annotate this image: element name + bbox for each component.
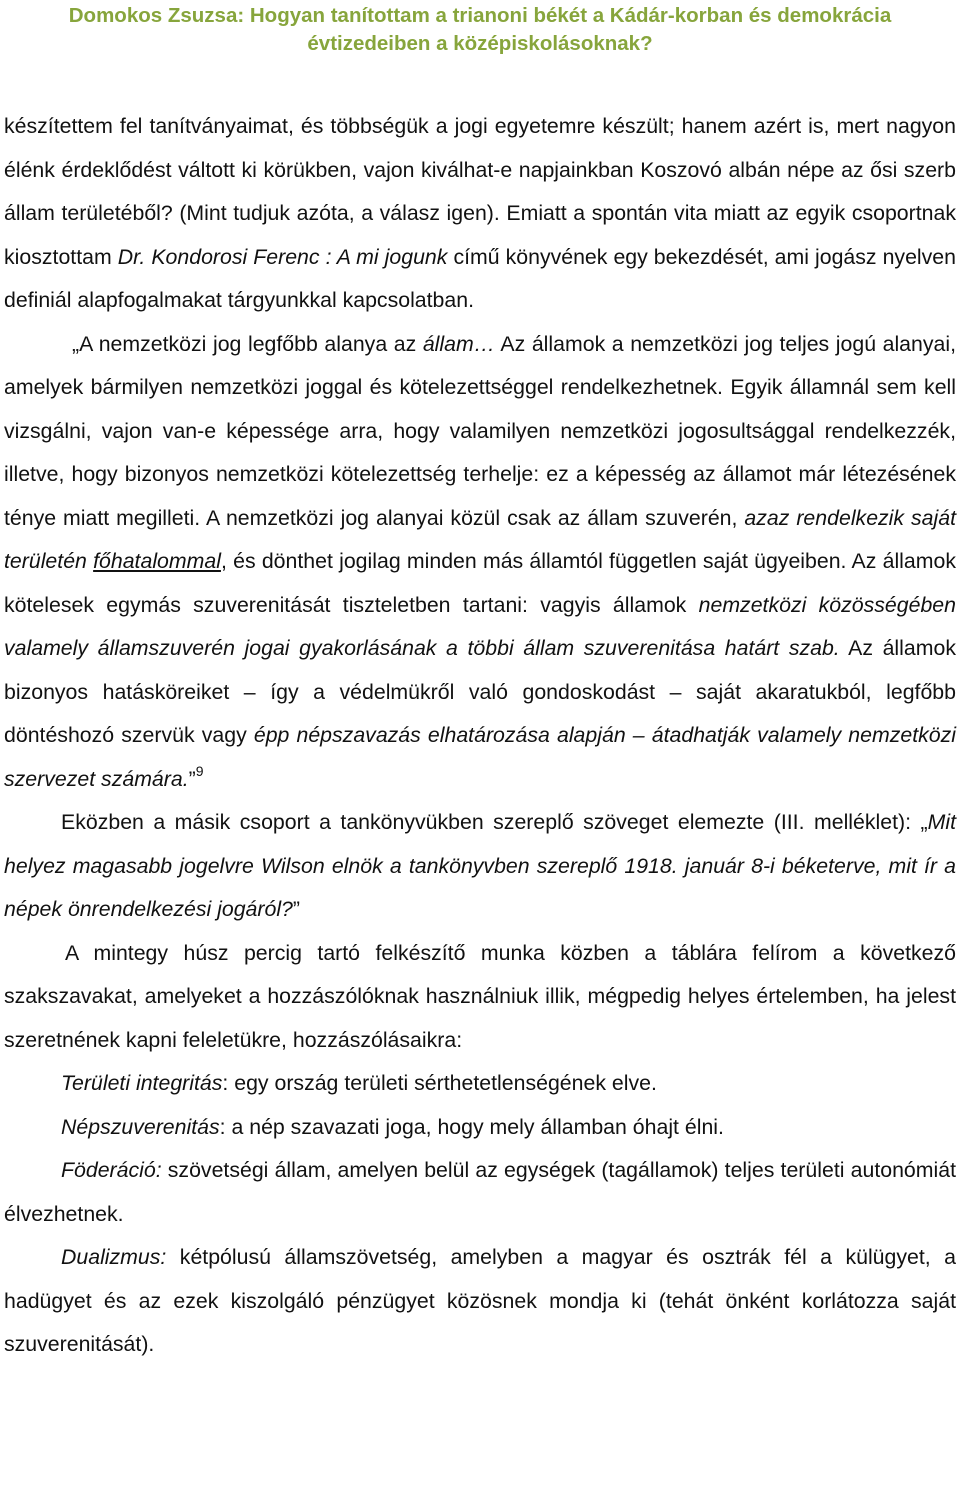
p1-text-a: készítettem fel tanítványaimat, és többségük a jogi egyetemre készült; hanem azért is, mert nagyon élénk érdeklődést váltott ki körükben, vajon kiválhat-e napjainkban Koszovó albán népe az ősi szerb állam területéből? (Mint tudjuk azóta, a válasz igen). Emiatt a spontán vita miatt az egyik csoportnak kiosztottam bbox=[4, 114, 956, 269]
term-1-definition: : a nép szavazati joga, hogy mely államban óhajt élni. bbox=[219, 1114, 724, 1139]
p2-italic-b: állam… bbox=[422, 331, 496, 356]
term-1-label: Népszuverenitás bbox=[61, 1114, 220, 1139]
paragraph-kosovo bbox=[4, 105, 956, 323]
term-2-label: Föderáció: bbox=[61, 1158, 162, 1182]
header-title-line-2: évtizedeiben a középiskolásoknak? bbox=[307, 32, 653, 55]
p2-text-a: „A nemzetközi jog legfőbb alanya az bbox=[72, 331, 423, 356]
p2-italic-i: épp népszavazás elhatározása alapján – átadhatják valamely nemzetközi szervezet számára. bbox=[4, 723, 956, 791]
term-federation bbox=[4, 1149, 956, 1236]
p2-text-c: Az államok a nemzetközi jog teljes jogú alanyai, amelyek bármilyen nemzetközi joggal és kötelezettséggel rendelkezhetnek. Egyik államnál sem kell vizsgálni, vajon van-e képessége arra, hogy valamilyen nemzetközi jogosultsággal rendelkezzék, illetve, hogy bizonyos nemzetközi kötelezettség terhelje: ez a képesség az államot már létezésének ténye miatt megilleti. A nemzetközi jog alanyai közül csak az állam szuverén, bbox=[4, 331, 957, 530]
term-dualism bbox=[4, 1236, 956, 1367]
header-title-line-1: Domokos Zsuzsa: Hogyan tanítottam a trianoni békét a Kádár-korban és demokrácia bbox=[68, 4, 892, 27]
p1-text-c: című könyvének egy bekezdését, ami jogász nyelven definiál alapfogalmakat tárgyunkkal kapcsolatban. bbox=[4, 244, 956, 312]
term-territorial-integrity bbox=[4, 1062, 956, 1106]
footnote-marker: 9 bbox=[195, 762, 204, 779]
p2-closing-quote: ” bbox=[188, 766, 196, 791]
term-popular-sovereignty bbox=[4, 1106, 956, 1150]
p2-text-h: Az államok bizonyos hatásköreiket – így a védelmükről való gondoskodást – saját akaratukból, legfőbb döntéshozó szervük vagy bbox=[4, 636, 956, 747]
p4-text-a: A mintegy húsz percig tartó felkészítő munka közben a táblára felírom a következő szakszavakat, amelyeket a hozzászólóknak használniuk illik, mégpedig helyes értelemben, ha jelest szeretnének kapni feleletükre, hozzászólásaikra: bbox=[4, 940, 956, 1052]
p3-text-a: Eközben a másik csoport a tankönyvükben szereplő szöveget elemezte (III. melléklet): „ bbox=[61, 810, 928, 834]
document-body bbox=[4, 105, 956, 1367]
p3-italic-b: Mit helyez magasabb jogelvre Wilson elnök a tankönyvben szereplő 1918. január 8-i béketerve, mit ír a népek önrendelkezési jogáról? bbox=[4, 810, 956, 921]
term-0-definition: : egy ország területi sérthetetlenségének elve. bbox=[222, 1071, 657, 1095]
p3-text-c: ” bbox=[292, 897, 300, 921]
term-3-definition: kétpólusú államszövetség, amelyben a magyar és osztrák fél a külügyet, a hadügyet és az ezek kiszolgáló pénzügyet közösnek mondja ki (tehát önként korlátozza saját szuverenitását). bbox=[4, 1245, 956, 1356]
p1-book-reference: Dr. Kondorosi Ferenc : A mi jogunk bbox=[117, 244, 448, 269]
p2-underline-e: főhatalommal bbox=[93, 549, 221, 573]
document-header bbox=[0, 2, 960, 58]
paragraph-other-group bbox=[4, 801, 956, 932]
p2-italic-g: nemzetközi közösségében valamely államszuverén jogai gyakorlásának a többi állam szuverenitása határt szab. bbox=[4, 592, 956, 660]
paragraph-preparation bbox=[4, 932, 956, 1063]
paragraph-quote-international-law bbox=[4, 323, 956, 802]
term-2-definition: szövetségi állam, amelyen belül az egységek (tagállamok) teljes területi autonómiát élvezhetnek. bbox=[4, 1158, 956, 1226]
term-0-label: Területi integritás bbox=[61, 1071, 223, 1095]
p2-italic-d: azaz rendelkezik saját területén bbox=[4, 505, 957, 573]
term-3-label: Dualizmus: bbox=[61, 1245, 167, 1269]
p2-text-f: , és dönthet jogilag minden más államtól független saját ügyeiben. Az államok kötelesek egymás szuverenitását tiszteletben tartani: vagyis államok bbox=[4, 549, 956, 617]
